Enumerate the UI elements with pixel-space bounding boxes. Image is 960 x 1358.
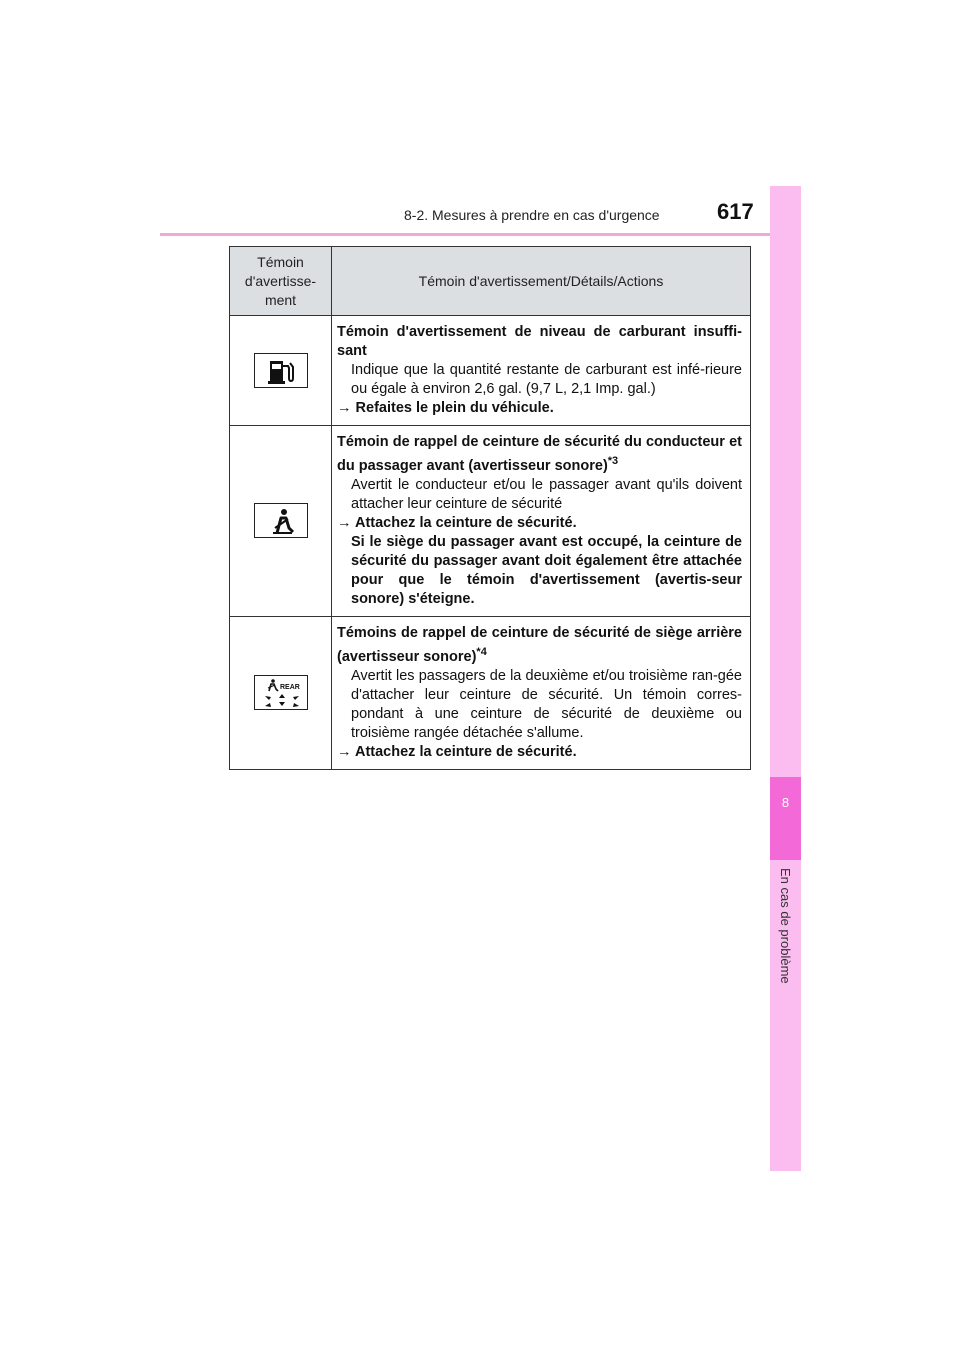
chapter-label: En cas de problème	[778, 868, 793, 984]
row-title: Témoin d'avertissement de niveau de carburant insuffi-sant	[337, 324, 742, 359]
details-cell	[332, 616, 751, 769]
page-number: 617	[717, 199, 754, 224]
row-description: Indique que la quantité restante de carburant est infé-rieure ou égale à environ 2,6 gal. (9,7 L, 2,1 Imp. gal.)	[351, 362, 742, 397]
table-row	[230, 316, 751, 426]
row-action: → Refaites le plein du véhicule.	[337, 400, 554, 416]
indicator-cell	[230, 426, 332, 617]
column-header-details: Témoin d'avertissement/Détails/Actions	[332, 247, 751, 316]
section-title: 8-2. Mesures à prendre en cas d'urgence	[404, 207, 660, 223]
row-title: Témoin de rappel de ceinture de sécurité du conducteur et du passager avant (avertisseur sonore)$^{*3}$	[337, 434, 742, 474]
footnote-marker: *4	[476, 645, 487, 658]
row-description: Avertit le conducteur et/ou le passager avant qu'ils doivent attacher leur ceinture de sécurité	[351, 476, 742, 512]
column-header-indicator: Témoin d'avertisse-ment	[230, 247, 332, 316]
rear-seatbelt-icon	[254, 675, 308, 710]
details-cell	[332, 316, 751, 426]
chapter-number-tab[interactable]	[770, 777, 801, 860]
row-description: Avertit les passagers de la deuxième et/ou troisième ran-gée d'attacher leur ceinture de sécurité. Un témoin corres-pondant à une ceinture de sécurité de deuxième ou troisième rangée détachée s'allume.	[351, 667, 742, 741]
chapter-side-tab[interactable]	[770, 186, 801, 1171]
row-title: Témoins de rappel de ceinture de sécurité de siège arrière (avertisseur sonore)$^{*4}$	[337, 624, 742, 665]
fuel-pump-icon	[254, 353, 308, 388]
footnote-marker: *3	[607, 455, 619, 467]
warning-lights-table	[229, 246, 751, 770]
row-action: → Attachez la ceinture de sécurité.	[337, 514, 577, 531]
table-row	[230, 616, 751, 769]
row-action: → Attachez la ceinture de sécurité.	[337, 743, 577, 760]
seatbelt-icon	[254, 503, 308, 538]
row-note: Si le siège du passager avant est occupé, la ceinture de sécurité du passager avant doit également être attachée pour que le témoin d'avertissement (avertis-seur sonore) s'éteigne.	[351, 533, 742, 607]
details-cell	[332, 426, 751, 617]
rear-label: REAR	[279, 684, 300, 692]
chapter-number: 8	[781, 795, 790, 810]
indicator-cell	[230, 616, 332, 769]
table-row	[230, 426, 751, 617]
indicator-cell	[230, 316, 332, 426]
header-divider	[160, 233, 801, 236]
table-header-row	[230, 247, 751, 316]
